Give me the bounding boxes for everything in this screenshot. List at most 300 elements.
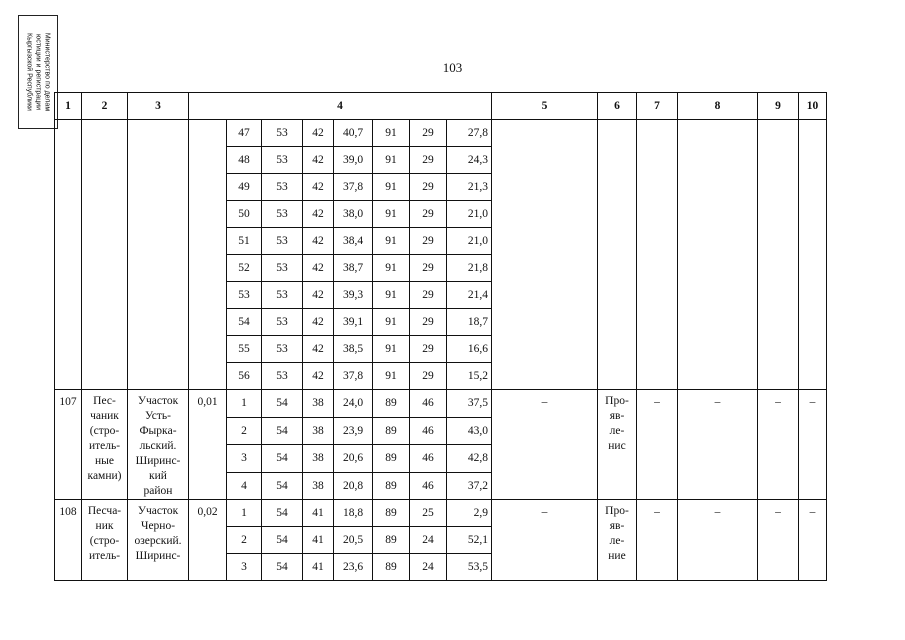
sub-cell-text: 21,8 [467, 262, 488, 274]
sub-cell [334, 120, 373, 147]
sub-cell-text: 15,2 [467, 370, 488, 382]
sub-cell-text: 89 [385, 452, 397, 465]
sub-cell-text: 53 [276, 181, 288, 193]
record-col8-text: – [714, 396, 721, 408]
sub-cell-text: 42 [312, 154, 324, 166]
sub-cell [303, 390, 334, 418]
sub-cell [334, 390, 373, 418]
sub-cell-text: 29 [422, 127, 434, 139]
header-cell-9-text: 9 [775, 100, 781, 112]
record-col5 [492, 390, 598, 500]
sub-cell [447, 445, 492, 473]
prev-col8-cell [678, 120, 758, 390]
sub-cell-text: 2 [241, 534, 247, 546]
record-col10-text: – [809, 506, 816, 518]
sub-cell [262, 147, 303, 174]
sub-cell [373, 417, 410, 445]
prev-col7-cell [637, 120, 678, 390]
sub-cell [262, 417, 303, 445]
sub-cell [262, 500, 303, 527]
sub-cell-text: 40,7 [342, 127, 364, 139]
sub-cell [410, 472, 447, 500]
sub-cell-text: 38,4 [342, 235, 364, 247]
header-row [55, 93, 827, 120]
sub-cell [447, 336, 492, 363]
sub-cell [410, 390, 447, 418]
header-cell-6-text: 6 [614, 100, 620, 112]
sub-cell [447, 120, 492, 147]
sub-cell-text: 53 [276, 370, 288, 382]
sub-cell [334, 174, 373, 201]
sub-cell [303, 445, 334, 473]
sub-cell-text: 54 [276, 424, 288, 437]
sub-cell [227, 282, 262, 309]
sub-cell [447, 147, 492, 174]
sub-cell [334, 228, 373, 255]
sub-cell-text: 91 [385, 343, 397, 355]
sub-cell [373, 336, 410, 363]
header-cell-7 [637, 93, 678, 120]
sub-cell [373, 554, 410, 581]
header-cell-1-text: 1 [65, 100, 71, 112]
sub-cell-text: 29 [422, 343, 434, 355]
sub-cell-text: 54 [276, 561, 288, 573]
sub-cell [227, 120, 262, 147]
sub-cell [262, 255, 303, 282]
sub-cell-text: 29 [422, 208, 434, 220]
sub-cell-text: 24,3 [467, 154, 488, 166]
header-cell-2 [82, 93, 128, 120]
header-cell-6 [598, 93, 637, 120]
sub-cell-text: 91 [385, 154, 397, 166]
sub-cell-text: 37,8 [342, 370, 364, 382]
sub-cell-text: 23,9 [342, 424, 364, 437]
record-col5 [492, 500, 598, 581]
record-col8 [678, 500, 758, 581]
sub-cell [303, 527, 334, 554]
sub-cell [262, 174, 303, 201]
sub-cell [262, 282, 303, 309]
sub-cell-text: 18,7 [467, 316, 488, 328]
sub-cell [227, 228, 262, 255]
sub-cell-text: 91 [385, 208, 397, 220]
sub-cell [373, 147, 410, 174]
sub-cell [227, 417, 262, 445]
sub-cell-text: 91 [385, 316, 397, 328]
sub-cell-text: 42 [312, 181, 324, 193]
record-col7 [637, 500, 678, 581]
stamp-line: Кыргызской Республики [25, 33, 33, 111]
record-location [128, 390, 189, 500]
sub-cell [373, 527, 410, 554]
sub-cell-text: 91 [385, 127, 397, 139]
sub-cell [334, 417, 373, 445]
sub-cell [447, 500, 492, 527]
sub-cell [334, 472, 373, 500]
record-area-text: 0,01 [197, 396, 218, 408]
sub-cell [410, 336, 447, 363]
sub-cell-text: 42 [312, 343, 324, 355]
table-row [55, 390, 827, 418]
sub-cell-text: 21,0 [467, 235, 488, 247]
sub-cell-text: 24 [422, 561, 434, 573]
header-cell-9 [758, 93, 799, 120]
header-cell-5 [492, 93, 598, 120]
record-col10-text: – [809, 396, 816, 408]
sub-cell-text: 4 [241, 479, 247, 492]
record-col10 [799, 500, 827, 581]
sub-cell-text: 89 [385, 397, 397, 410]
sub-cell-text: 51 [238, 235, 250, 247]
sub-cell [262, 201, 303, 228]
record-col5-text: – [541, 396, 548, 408]
record-col6 [598, 500, 637, 581]
sub-cell-text: 91 [385, 181, 397, 193]
sub-cell [303, 174, 334, 201]
header-cell-8-text: 8 [714, 100, 721, 112]
sub-cell [303, 500, 334, 527]
sub-cell-text: 52 [238, 262, 250, 274]
sub-cell [334, 500, 373, 527]
prev-col9-cell [758, 120, 799, 390]
sub-cell [303, 336, 334, 363]
sub-cell [373, 472, 410, 500]
sub-cell-text: 38 [312, 452, 324, 465]
sub-cell [410, 201, 447, 228]
sub-cell-text: 91 [385, 235, 397, 247]
header-cell-4 [189, 93, 492, 120]
sub-cell [227, 527, 262, 554]
sub-cell-text: 53 [276, 127, 288, 139]
table-row [55, 120, 827, 147]
header-cell-10 [799, 93, 827, 120]
sub-cell [447, 255, 492, 282]
sub-cell [334, 282, 373, 309]
sub-cell-text: 29 [422, 181, 434, 193]
sub-cell [227, 255, 262, 282]
sub-cell-text: 55 [238, 343, 250, 355]
sub-cell [262, 120, 303, 147]
sub-cell-text: 42 [312, 289, 324, 301]
sub-cell-text: 54 [276, 534, 288, 546]
sub-cell [227, 174, 262, 201]
sub-cell-text: 54 [276, 507, 288, 519]
sub-cell-text: 91 [385, 370, 397, 382]
sub-cell-text: 24 [422, 534, 434, 546]
sub-cell-text: 23,6 [342, 561, 364, 573]
record-col6-text: Про- яв- ле- нис [605, 395, 629, 452]
sub-cell-text: 42 [312, 208, 324, 220]
record-col6-text: Про- яв- ле- ние [605, 505, 629, 562]
sub-cell [227, 445, 262, 473]
sub-cell [334, 554, 373, 581]
sub-cell [410, 174, 447, 201]
record-no-text: 107 [59, 396, 77, 408]
sub-cell [262, 472, 303, 500]
record-location-text: Участок Усть- Фыркa- льский. Ширинс- кий район [135, 395, 181, 497]
sub-cell-text: 53 [276, 154, 288, 166]
record-no [55, 390, 82, 500]
record-col7-text: – [654, 506, 660, 518]
record-col5-text: – [541, 506, 548, 518]
sub-cell-text: 53,5 [467, 561, 488, 573]
sub-cell [410, 255, 447, 282]
record-location-text: Участок Черно- озерский. Ширинс- [134, 505, 182, 562]
sub-cell-text: 39,1 [342, 316, 364, 328]
sub-cell-text: 42 [312, 370, 324, 382]
sub-cell-text: 54 [276, 479, 288, 492]
sub-cell-text: 53 [276, 316, 288, 328]
sub-cell-text: 16,6 [467, 343, 488, 355]
sub-cell-text: 24,0 [342, 397, 364, 410]
sub-cell [262, 309, 303, 336]
record-name [82, 390, 128, 500]
sub-cell [373, 363, 410, 390]
sub-cell-text: 42 [312, 316, 324, 328]
sub-cell-text: 29 [422, 262, 434, 274]
sub-cell-text: 42,8 [467, 452, 488, 465]
sub-cell-text: 29 [422, 370, 434, 382]
sub-cell-text: 2 [241, 424, 247, 437]
sub-cell [303, 417, 334, 445]
sub-cell [447, 363, 492, 390]
sub-cell [303, 309, 334, 336]
prev-col5-cell [492, 120, 598, 390]
header-cell-8 [678, 93, 758, 120]
record-name-text: Песча- ник (стро- итель- [87, 505, 122, 562]
sub-cell [447, 309, 492, 336]
sub-cell-text: 89 [385, 479, 397, 492]
header-cell-4-text: 4 [337, 100, 343, 112]
sub-cell [227, 363, 262, 390]
record-col8 [678, 390, 758, 500]
sub-cell [227, 390, 262, 418]
sub-cell-text: 29 [422, 235, 434, 247]
sub-cell [410, 417, 447, 445]
sub-cell-text: 41 [312, 507, 324, 519]
sub-cell-text: 49 [238, 181, 250, 193]
sub-cell-text: 48 [238, 154, 250, 166]
record-area [189, 390, 227, 500]
record-col10 [799, 390, 827, 500]
sub-cell-text: 53 [276, 289, 288, 301]
sub-cell-text: 52,1 [467, 534, 488, 546]
sub-cell-text: 54 [276, 397, 288, 410]
sub-cell-text: 21,4 [467, 289, 488, 301]
sub-cell-text: 50 [238, 208, 250, 220]
sub-cell [373, 174, 410, 201]
prev-col6-cell [598, 120, 637, 390]
sub-cell [447, 554, 492, 581]
header-cell-3-text: 3 [155, 100, 161, 112]
sub-cell-text: 47 [238, 127, 250, 139]
sub-cell-text: 38,5 [342, 343, 364, 355]
sub-cell-text: 1 [241, 397, 247, 410]
sub-cell-text: 20,6 [342, 452, 364, 465]
sub-cell [227, 147, 262, 174]
record-location [128, 500, 189, 581]
sub-cell-text: 38 [312, 424, 324, 437]
sub-cell [227, 500, 262, 527]
sub-cell-text: 25 [422, 507, 434, 519]
sub-cell [334, 255, 373, 282]
sub-cell-text: 91 [385, 262, 397, 274]
sub-cell [410, 527, 447, 554]
sub-cell [262, 445, 303, 473]
sub-cell-text: 53 [276, 343, 288, 355]
sub-cell [262, 390, 303, 418]
sub-cell-text: 1 [241, 507, 247, 519]
sub-cell-text: 42 [312, 127, 324, 139]
sub-cell [334, 445, 373, 473]
stamp-line: юстиции и регистрации [34, 33, 42, 111]
stamp-line: Министерство по делам [43, 32, 51, 112]
sub-cell [373, 309, 410, 336]
sub-cell [334, 309, 373, 336]
sub-cell-text: 29 [422, 316, 434, 328]
header-cell-3 [128, 93, 189, 120]
sub-cell-text: 3 [241, 561, 247, 573]
sub-cell [262, 527, 303, 554]
sub-cell-text: 89 [385, 424, 397, 437]
sub-cell [373, 120, 410, 147]
sub-cell [447, 472, 492, 500]
sub-cell-text: 89 [385, 507, 397, 519]
sub-cell-text: 56 [238, 370, 250, 382]
sub-cell-text: 39,0 [342, 154, 364, 166]
sub-cell-text: 38 [312, 479, 324, 492]
sub-cell [373, 445, 410, 473]
sub-cell [410, 228, 447, 255]
sub-cell [303, 228, 334, 255]
sub-cell [373, 255, 410, 282]
sub-cell-text: 46 [422, 479, 434, 492]
sub-cell [410, 554, 447, 581]
prev-name-cell [82, 120, 128, 390]
sub-cell [410, 282, 447, 309]
sub-cell [303, 282, 334, 309]
sub-cell [334, 527, 373, 554]
record-area [189, 500, 227, 581]
sub-cell-text: 20,5 [342, 534, 364, 546]
table-row [55, 500, 827, 527]
sub-cell [410, 500, 447, 527]
sub-cell-text: 89 [385, 534, 397, 546]
sub-cell-text: 42 [312, 235, 324, 247]
sub-cell-text: 54 [238, 316, 250, 328]
sub-cell-text: 91 [385, 289, 397, 301]
sub-cell-text: 53 [276, 262, 288, 274]
sub-cell [227, 472, 262, 500]
record-col9 [758, 390, 799, 500]
prev-location-cell [128, 120, 189, 390]
sub-cell-text: 38,0 [342, 208, 364, 220]
sub-cell-text: 27,8 [467, 127, 488, 139]
record-no-text: 108 [59, 506, 77, 518]
header-cell-7-text: 7 [654, 100, 660, 112]
sub-cell [334, 336, 373, 363]
sub-cell [447, 228, 492, 255]
sub-cell [303, 201, 334, 228]
sub-cell [410, 147, 447, 174]
sub-cell [447, 174, 492, 201]
deposits-table [54, 92, 827, 581]
sub-cell-text: 46 [422, 452, 434, 465]
sub-cell [227, 309, 262, 336]
sub-cell [447, 201, 492, 228]
sub-cell [262, 554, 303, 581]
sub-cell [303, 554, 334, 581]
sub-cell [334, 147, 373, 174]
sub-cell [303, 120, 334, 147]
sub-cell-text: 46 [422, 397, 434, 410]
sub-cell-text: 38 [312, 397, 324, 410]
record-no [55, 500, 82, 581]
sub-cell-text: 53 [276, 208, 288, 220]
sub-cell-text: 2,9 [473, 507, 488, 519]
sub-cell-text: 29 [422, 289, 434, 301]
page-number: 103 [442, 60, 463, 75]
sub-cell-text: 41 [312, 561, 324, 573]
sub-cell-text: 37,2 [467, 479, 488, 492]
header-cell-10-text: 10 [806, 100, 819, 112]
sub-cell [227, 201, 262, 228]
sub-cell [447, 282, 492, 309]
sub-cell-text: 53 [238, 289, 250, 301]
header-cell-5-text: 5 [541, 100, 548, 112]
record-col7 [637, 390, 678, 500]
header-cell-1 [55, 93, 82, 120]
sub-cell-text: 39,3 [342, 289, 364, 301]
sub-cell [373, 500, 410, 527]
sub-cell [303, 363, 334, 390]
sub-cell [447, 390, 492, 418]
sub-cell-text: 3 [241, 452, 247, 465]
sub-cell [303, 147, 334, 174]
sub-cell [262, 363, 303, 390]
sub-cell [410, 120, 447, 147]
sub-cell [373, 390, 410, 418]
sub-cell [410, 309, 447, 336]
sub-cell [303, 255, 334, 282]
record-col9-text: – [775, 396, 781, 408]
sub-cell [447, 527, 492, 554]
sub-cell [262, 336, 303, 363]
sub-cell [334, 201, 373, 228]
sub-cell-text: 21,3 [467, 181, 488, 193]
sub-cell [334, 363, 373, 390]
record-area-text: 0,02 [197, 506, 218, 518]
record-name [82, 500, 128, 581]
sub-cell [410, 363, 447, 390]
sub-cell-text: 37,8 [342, 181, 364, 193]
sub-cell-text: 43,0 [467, 424, 488, 437]
record-col6 [598, 390, 637, 500]
sub-cell-text: 20,8 [342, 479, 364, 492]
sub-cell-text: 54 [276, 452, 288, 465]
prev-area-cell [189, 120, 227, 390]
sub-cell [227, 554, 262, 581]
sub-cell-text: 89 [385, 561, 397, 573]
sub-cell [373, 201, 410, 228]
sub-cell [447, 417, 492, 445]
sub-cell-text: 38,7 [342, 262, 364, 274]
prev-no-cell [55, 120, 82, 390]
record-col8-text: – [714, 506, 721, 518]
sub-cell [303, 472, 334, 500]
sub-cell-text: 46 [422, 424, 434, 437]
record-col7-text: – [654, 396, 660, 408]
